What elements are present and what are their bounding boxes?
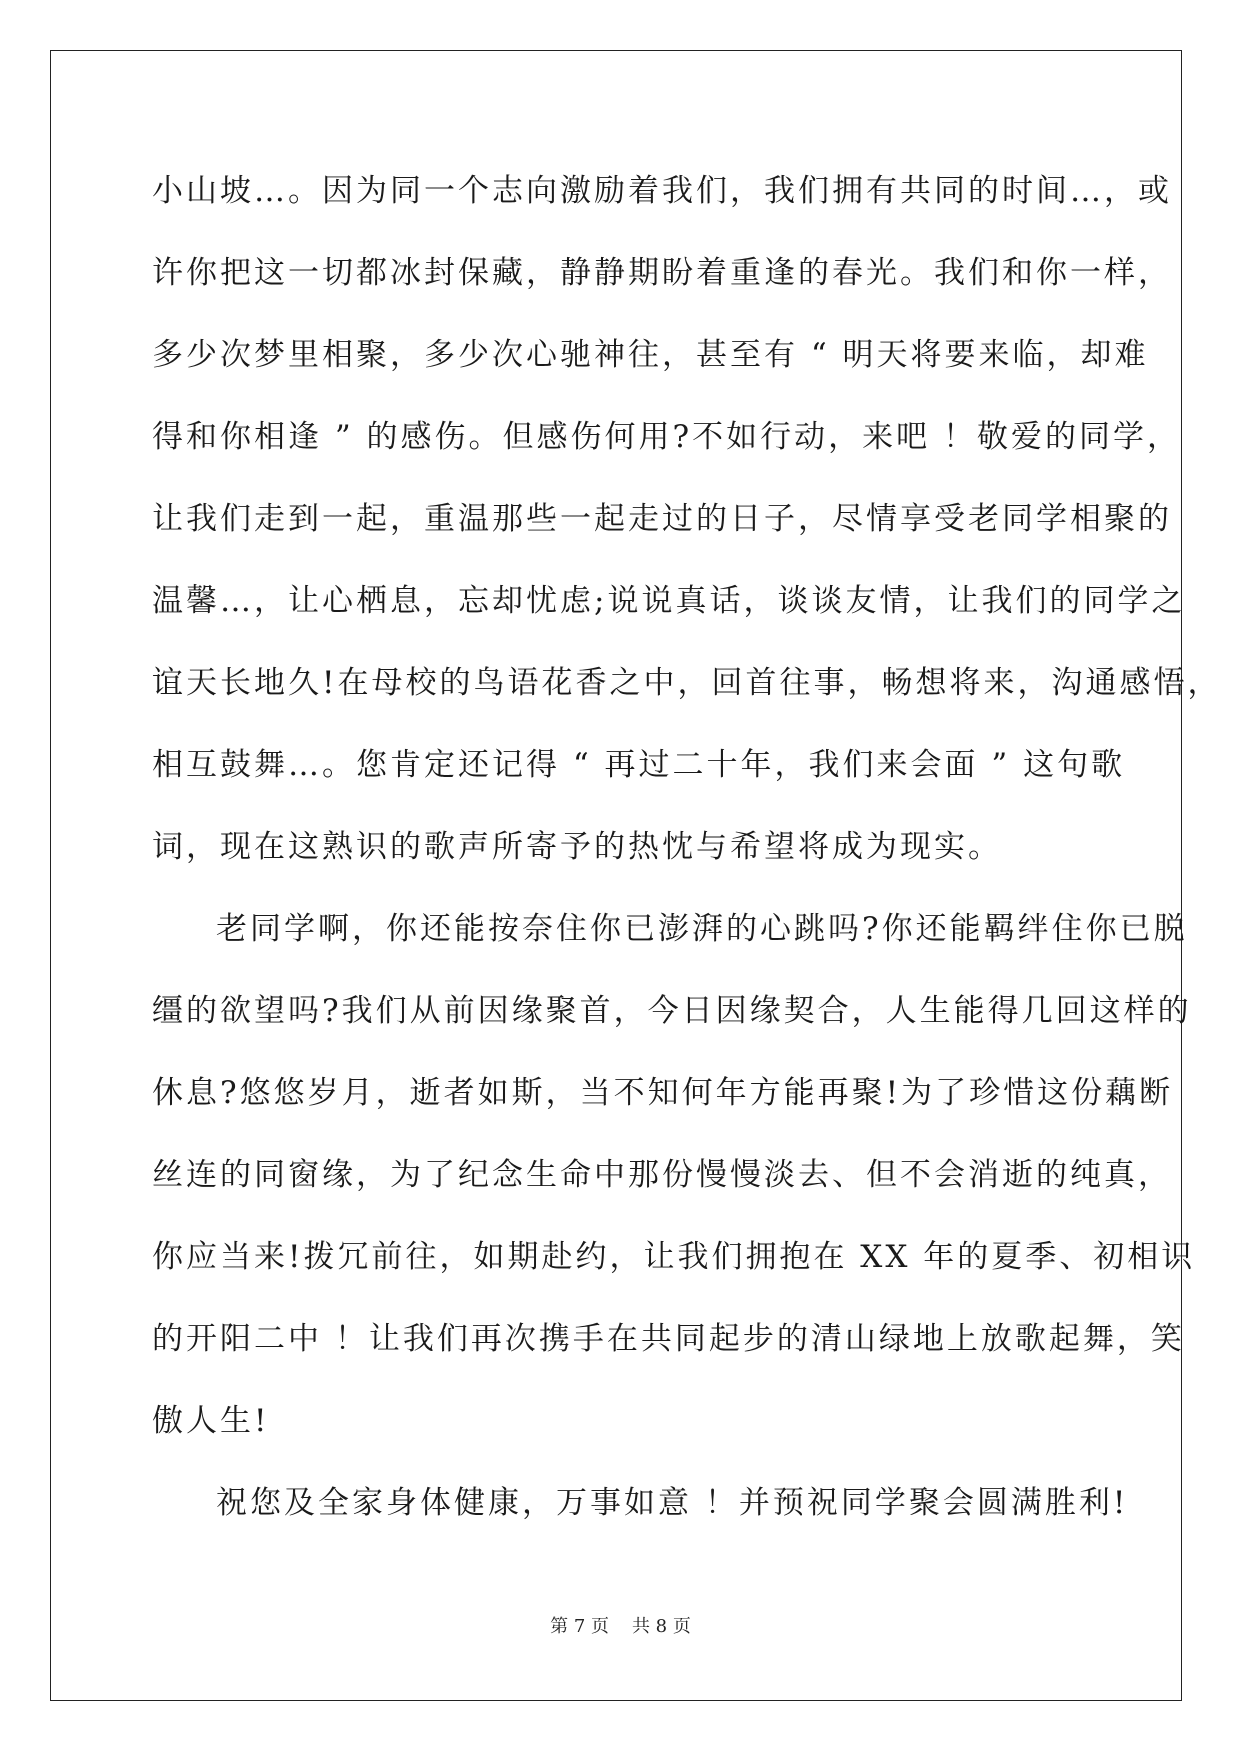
paragraph-start-line: 祝您及全家身体健康，万事如意 ！并预祝同学聚会圆满胜利! <box>216 1485 1129 1521</box>
paragraph-start-line: 老同学啊，你还能按奈住你已澎湃的心跳吗?你还能羁绊住你已脱 <box>216 911 1188 947</box>
text-line: 丝连的同窗缘，为了纪念生命中那份慢慢淡去、但不会消逝的纯真， <box>152 1157 1172 1193</box>
text-line: 让我们走到一起，重温那些一起走过的日子，尽情享受老同学相聚的 <box>152 501 1172 537</box>
text-line: 你应当来!拨冗前往，如期赴约，让我们拥抱在 XX 年的夏季、初相识 <box>152 1239 1196 1275</box>
page-number-footer: 第 7 页 共 8 页 <box>550 1616 691 1637</box>
text-line: 许你把这一切都冰封保藏，静静期盼着重逢的春光。我们和你一样， <box>152 255 1172 291</box>
text-line: 词，现在这熟识的歌声所寄予的热忱与希望将成为现实。 <box>152 829 1002 865</box>
text-line: 傲人生! <box>152 1403 270 1439</box>
text-line: 温馨…，让心栖息，忘却忧虑;说说真话，谈谈友情，让我们的同学之 <box>152 583 1186 619</box>
text-line: 得和你相逢 ” 的感伤。但感伤何用?不如行动，来吧 ！敬爱的同学， <box>152 419 1182 455</box>
text-line: 小山坡…。因为同一个志向激励着我们，我们拥有共同的时间…，或 <box>152 173 1172 209</box>
text-line: 相互鼓舞…。您肯定还记得 “ 再过二十年，我们来会面 ” 这句歌 <box>152 747 1126 783</box>
text-line: 谊天长地久!在母校的鸟语花香之中，回首往事，畅想将来，沟通感悟， <box>152 665 1222 701</box>
text-line: 多少次梦里相聚，多少次心驰神往，甚至有 “ 明天将要来临，却难 <box>152 337 1149 373</box>
text-line: 的开阳二中 ！让我们再次携手在共同起步的清山绿地上放歌起舞，笑 <box>152 1321 1185 1357</box>
text-line: 缰的欲望吗?我们从前因缘聚首，今日因缘契合，人生能得几回这样的 <box>152 993 1192 1029</box>
document-body <box>152 163 1222 1557</box>
text-line: 休息?悠悠岁月，逝者如斯，当不知何年方能再聚!为了珍惜这份藕断 <box>152 1075 1174 1111</box>
